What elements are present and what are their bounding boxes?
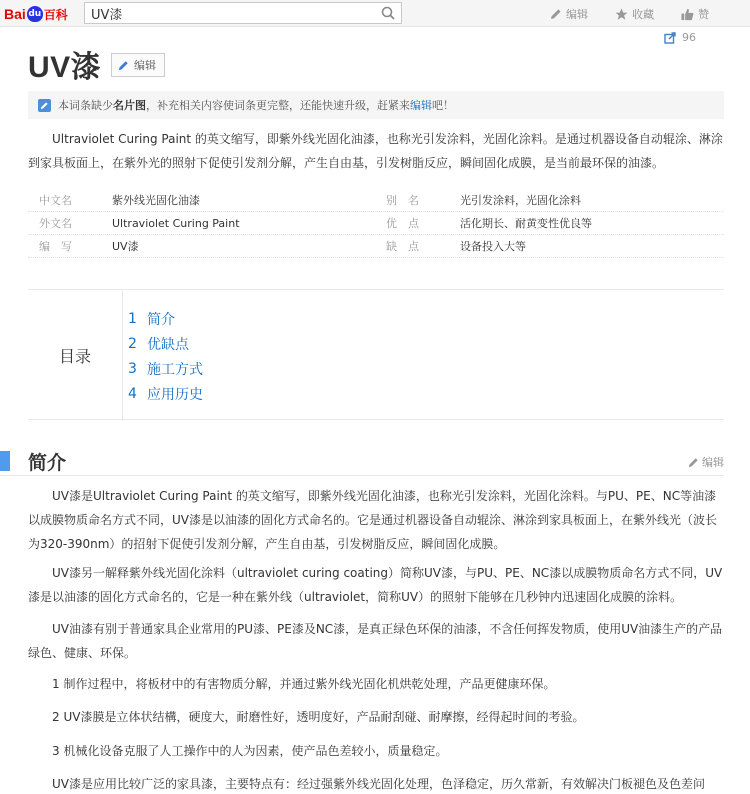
title-edit-button[interactable] [111,53,165,77]
section-title: 简介 [28,452,67,474]
logo-paw-icon: du [27,6,43,22]
section-header [0,446,724,476]
logo-baike-text: 百科 [43,7,68,22]
info-key: 优 点 [386,217,419,230]
summary-text: Ultraviolet Curing Paint 的英文缩写，即紫外线光固化油漆，也称光引发涂料，光固化涂料。是通过机器设备自动辊涂、淋涂到家具板面上，在紫外光的照射下促使引发剂分解，产生自由基，引发树脂反应，瞬间固化成膜，是当前最环保的油漆。 [28,132,723,170]
toc-item-number: 1 [128,310,137,327]
top-edit-button[interactable] [550,6,588,22]
favorite-button[interactable] [615,6,654,22]
like-button[interactable] [681,6,709,22]
thumbs-up-icon [681,8,694,21]
info-key: 别 名 [386,194,419,207]
toc-title: 目录 [28,290,123,421]
info-value: UV漆 [112,240,139,253]
baidu-baike-logo[interactable] [4,5,68,23]
info-key: 外文名 [39,217,72,230]
search-input[interactable] [85,3,365,23]
section-paragraph: 2 UV漆膜是立体状结構，硬度大，耐磨性好，透明度好，产品耐刮碰、耐摩擦，经得起时间的考验。 [52,710,585,724]
share-icon [664,32,676,44]
edit-note-icon [38,99,51,112]
toc-item[interactable] [128,306,203,331]
section-accent-bar [0,451,10,471]
info-value: 光引发涂料，光固化涂料 [460,194,581,207]
notice-middle: ，补充相关内容使词条更完整，还能快速升级，赶紧来 [146,99,410,112]
info-key: 缺 点 [386,240,419,253]
toc-items [128,306,203,406]
section-edit-label: 编辑 [702,456,724,469]
info-value: 设备投入大等 [460,240,526,253]
notice-bold: 名片图 [113,99,146,112]
share-count-value: 96 [682,31,696,44]
info-value: 活化期长、耐黄变性优良等 [460,217,592,230]
section-paragraph: 3 机械化设备克服了人工操作中的人为因素，使产品色差较小，质量稳定。 [52,744,448,758]
share-count[interactable] [664,31,696,44]
toc-item-number: 2 [128,335,137,352]
notice-suffix: 吧！ [432,99,454,112]
like-label: 赞 [698,8,709,21]
section-paragraph: UV油漆有别于普通家具企业常用的PU漆、PE漆及NC漆，是真正绿色环保的油漆，不含任何挥发物质，使用UV油漆生产的产品绿色、健康、环保。 [28,622,723,660]
missing-image-notice [28,91,724,119]
basic-info-table [28,189,724,258]
info-value: Ultraviolet Curing Paint [112,216,240,230]
logo-bai-text: Bai [4,6,26,22]
page-title: UV漆 [28,51,102,84]
top-edit-label: 编辑 [566,8,588,21]
toc-item[interactable] [128,331,203,356]
section-paragraph: 1 制作过程中，将板材中的有害物质分解，并通过紫外线光固化机烘乾处理，产品更健康环保。 [52,677,556,691]
pencil-icon [118,60,129,71]
pencil-icon [688,457,699,468]
info-key: 中文名 [39,194,72,207]
section-paragraph: UV漆是Ultraviolet Curing Paint 的英文缩写，即紫外线光固化油漆，也称光引发涂料，光固化涂料。与PU、PE、NC等油漆以成膜物质命名方式不同，UV漆是以油漆的固化方式命名的。它是通过机器设备自动辊涂、淋涂到家具板面上，在紫外线光（波长为320-390nm）的招射下促使引发剂分解，产生自由基，引发树脂反应，瞬间固化成膜。 [28,489,717,551]
favorite-label: 收藏 [632,8,654,21]
table-of-contents [28,289,724,420]
toc-item-label: 简介 [147,311,175,328]
section-paragraph: UV漆另一解释紫外线光固化涂料（ultraviolet curing coating）简称UV漆，与PU、PE、NC漆以成膜物质命名方式不同，UV漆是以油漆的固化方式命名的，它是一种在紫外线（ultraviolet，简称UV）的照射下能够在几秒钟内迅速固化成膜的涂料。 [28,566,723,604]
info-value: 紫外线光固化油漆 [112,194,200,207]
basic-info-row [28,189,724,212]
toc-item-label: 施工方式 [147,361,203,378]
basic-info-row [28,235,724,258]
star-icon [615,8,628,21]
section-edit-button[interactable] [688,454,724,470]
top-bar [0,0,750,27]
toc-item-number: 4 [128,385,137,402]
pencil-icon [550,8,562,20]
section-paragraph: UV漆是应用比较广泛的家具漆，主要特点有：经过强紫外线光固化处理，色泽稳定，历久常新，有效解决门板褪色及色差问 [52,777,705,791]
info-key: 编 写 [39,240,72,253]
toc-item[interactable] [128,381,203,406]
notice-prefix: 本词条缺少 [58,99,113,112]
title-edit-label: 编辑 [134,59,156,72]
toc-item-number: 3 [128,360,137,377]
search-icon[interactable] [381,6,395,20]
toc-item[interactable] [128,356,203,381]
toc-item-label: 应用历史 [147,386,203,403]
search-box [84,2,402,24]
toc-item-label: 优缺点 [147,336,189,353]
basic-info-row [28,212,724,235]
notice-edit-link[interactable]: 编辑 [410,99,432,112]
